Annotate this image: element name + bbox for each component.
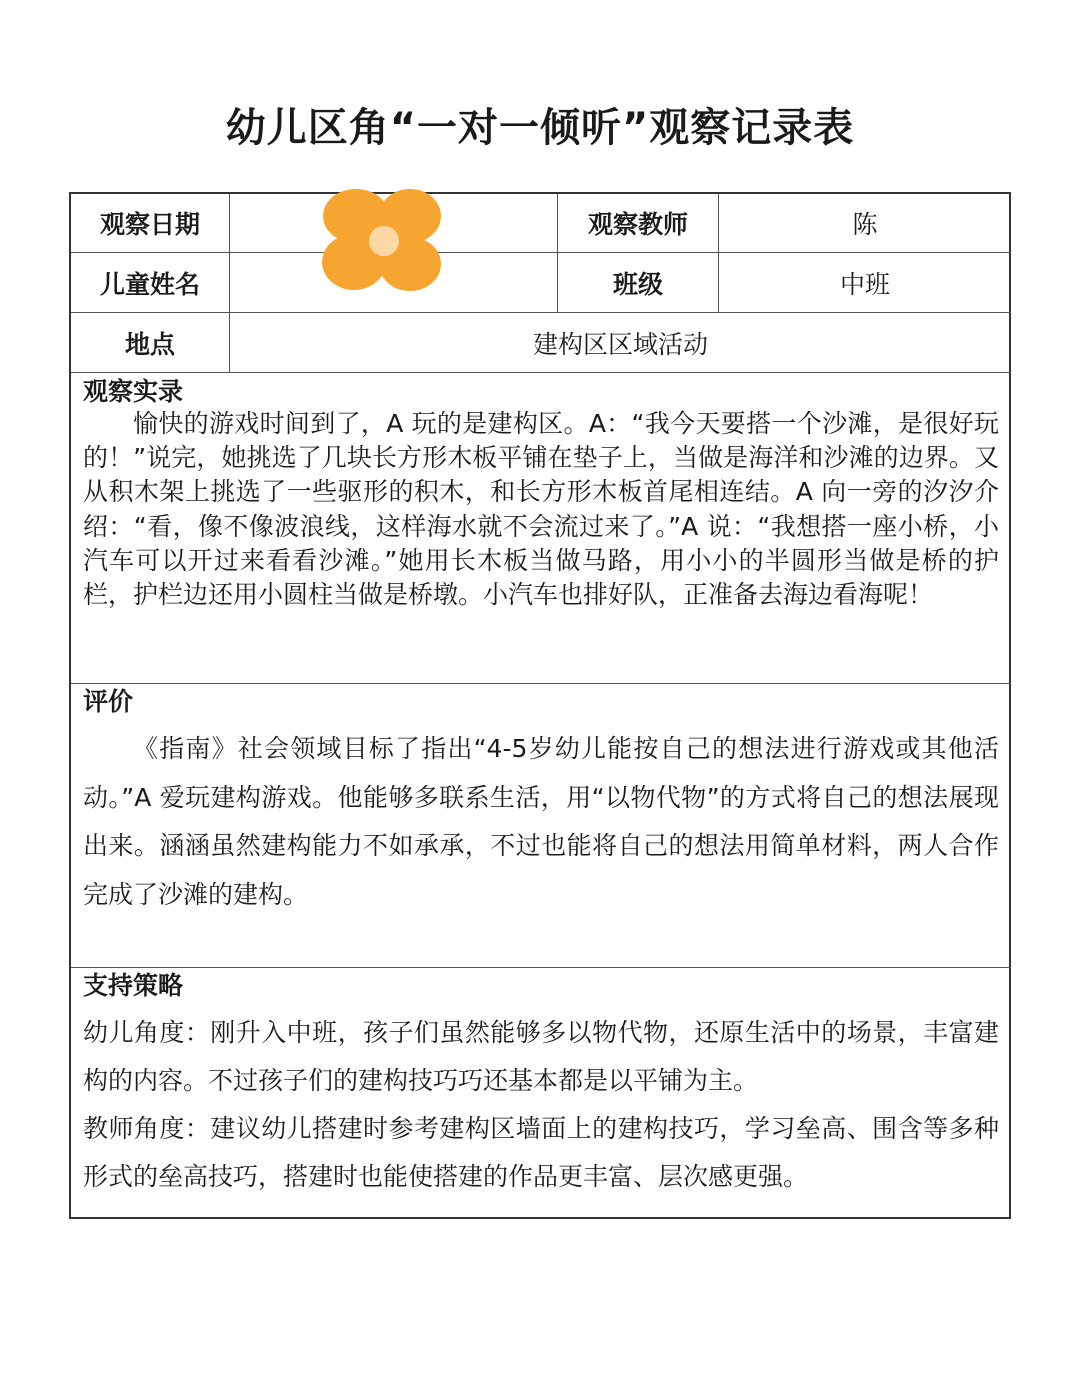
section-divider: [71, 683, 1011, 684]
evaluation-title: 评价: [83, 687, 134, 716]
support-title: 支持策略: [83, 971, 184, 1000]
support-section: [83, 971, 999, 1201]
place-label: 地点: [124, 329, 175, 359]
teacher-value: 陈: [852, 210, 878, 239]
support-child-text: 幼儿角度：刚升入中班，孩子们虽然能够多以物代物，还原生活中的场景，丰富建构的内容。不过孩子们的建构技巧巧还基本都是以平铺为主。: [83, 1018, 999, 1095]
evaluation-text: 《指南》社会领域目标了指出“4-5岁幼儿能按自己的想法进行游戏或其他活动。”A 爱玩建构游戏。他能够多联系生活，用“以物代物”的方式将自己的想法展现出来。涵涵虽然建构能力不如承承，不过也能将自己的想法用简单材料，两人合作完成了沙滩的建构。: [83, 734, 999, 909]
observation-title: 观察实录: [83, 377, 184, 406]
row-divider: [71, 372, 1011, 373]
observation-section: [83, 377, 999, 612]
page-title: 幼儿区角“一对一倾听”观察记录表: [225, 105, 855, 151]
child-name-label: 儿童姓名: [99, 269, 200, 299]
place-value: 建构区区域活动: [532, 329, 708, 359]
class-label: 班级: [612, 269, 663, 299]
class-value: 中班: [839, 269, 890, 299]
evaluation-section: [83, 687, 999, 919]
section-divider: [71, 967, 1011, 968]
flower-sticker-icon: [318, 186, 444, 292]
observation-form: [69, 192, 1011, 1219]
support-teacher-text: 教师角度：建议幼儿搭建时参考建构区墙面上的建构技巧，学习垒高、围含等多种形式的垒高技巧，搭建时也能使搭建的作品更丰富、层次感更强。: [83, 1114, 999, 1191]
teacher-label: 观察教师: [587, 210, 688, 239]
date-label: 观察日期: [99, 210, 200, 239]
observation-text: 愉快的游戏时间到了，A 玩的是建构区。A：“我今天要搭一个沙滩，是很好玩的！”说完，她挑选了几块长方形木板平铺在垫子上，当做是海洋和沙滩的边界。又从积木架上挑选了一些驱形的积木，和长方形木板首尾相连结。A 向一旁的汐汐介绍：“看，像不像波浪线，这样海水就不会流过来了。”A 说：“我想搭一座小桥，小汽车可以开过来看看沙滩。”她用长木板当做马路，用小小的半圆形当做是桥的护栏，护栏边还用小圆柱当做是桥墩。小汽车也排好队，正准备去海边看海呢！: [83, 409, 999, 610]
